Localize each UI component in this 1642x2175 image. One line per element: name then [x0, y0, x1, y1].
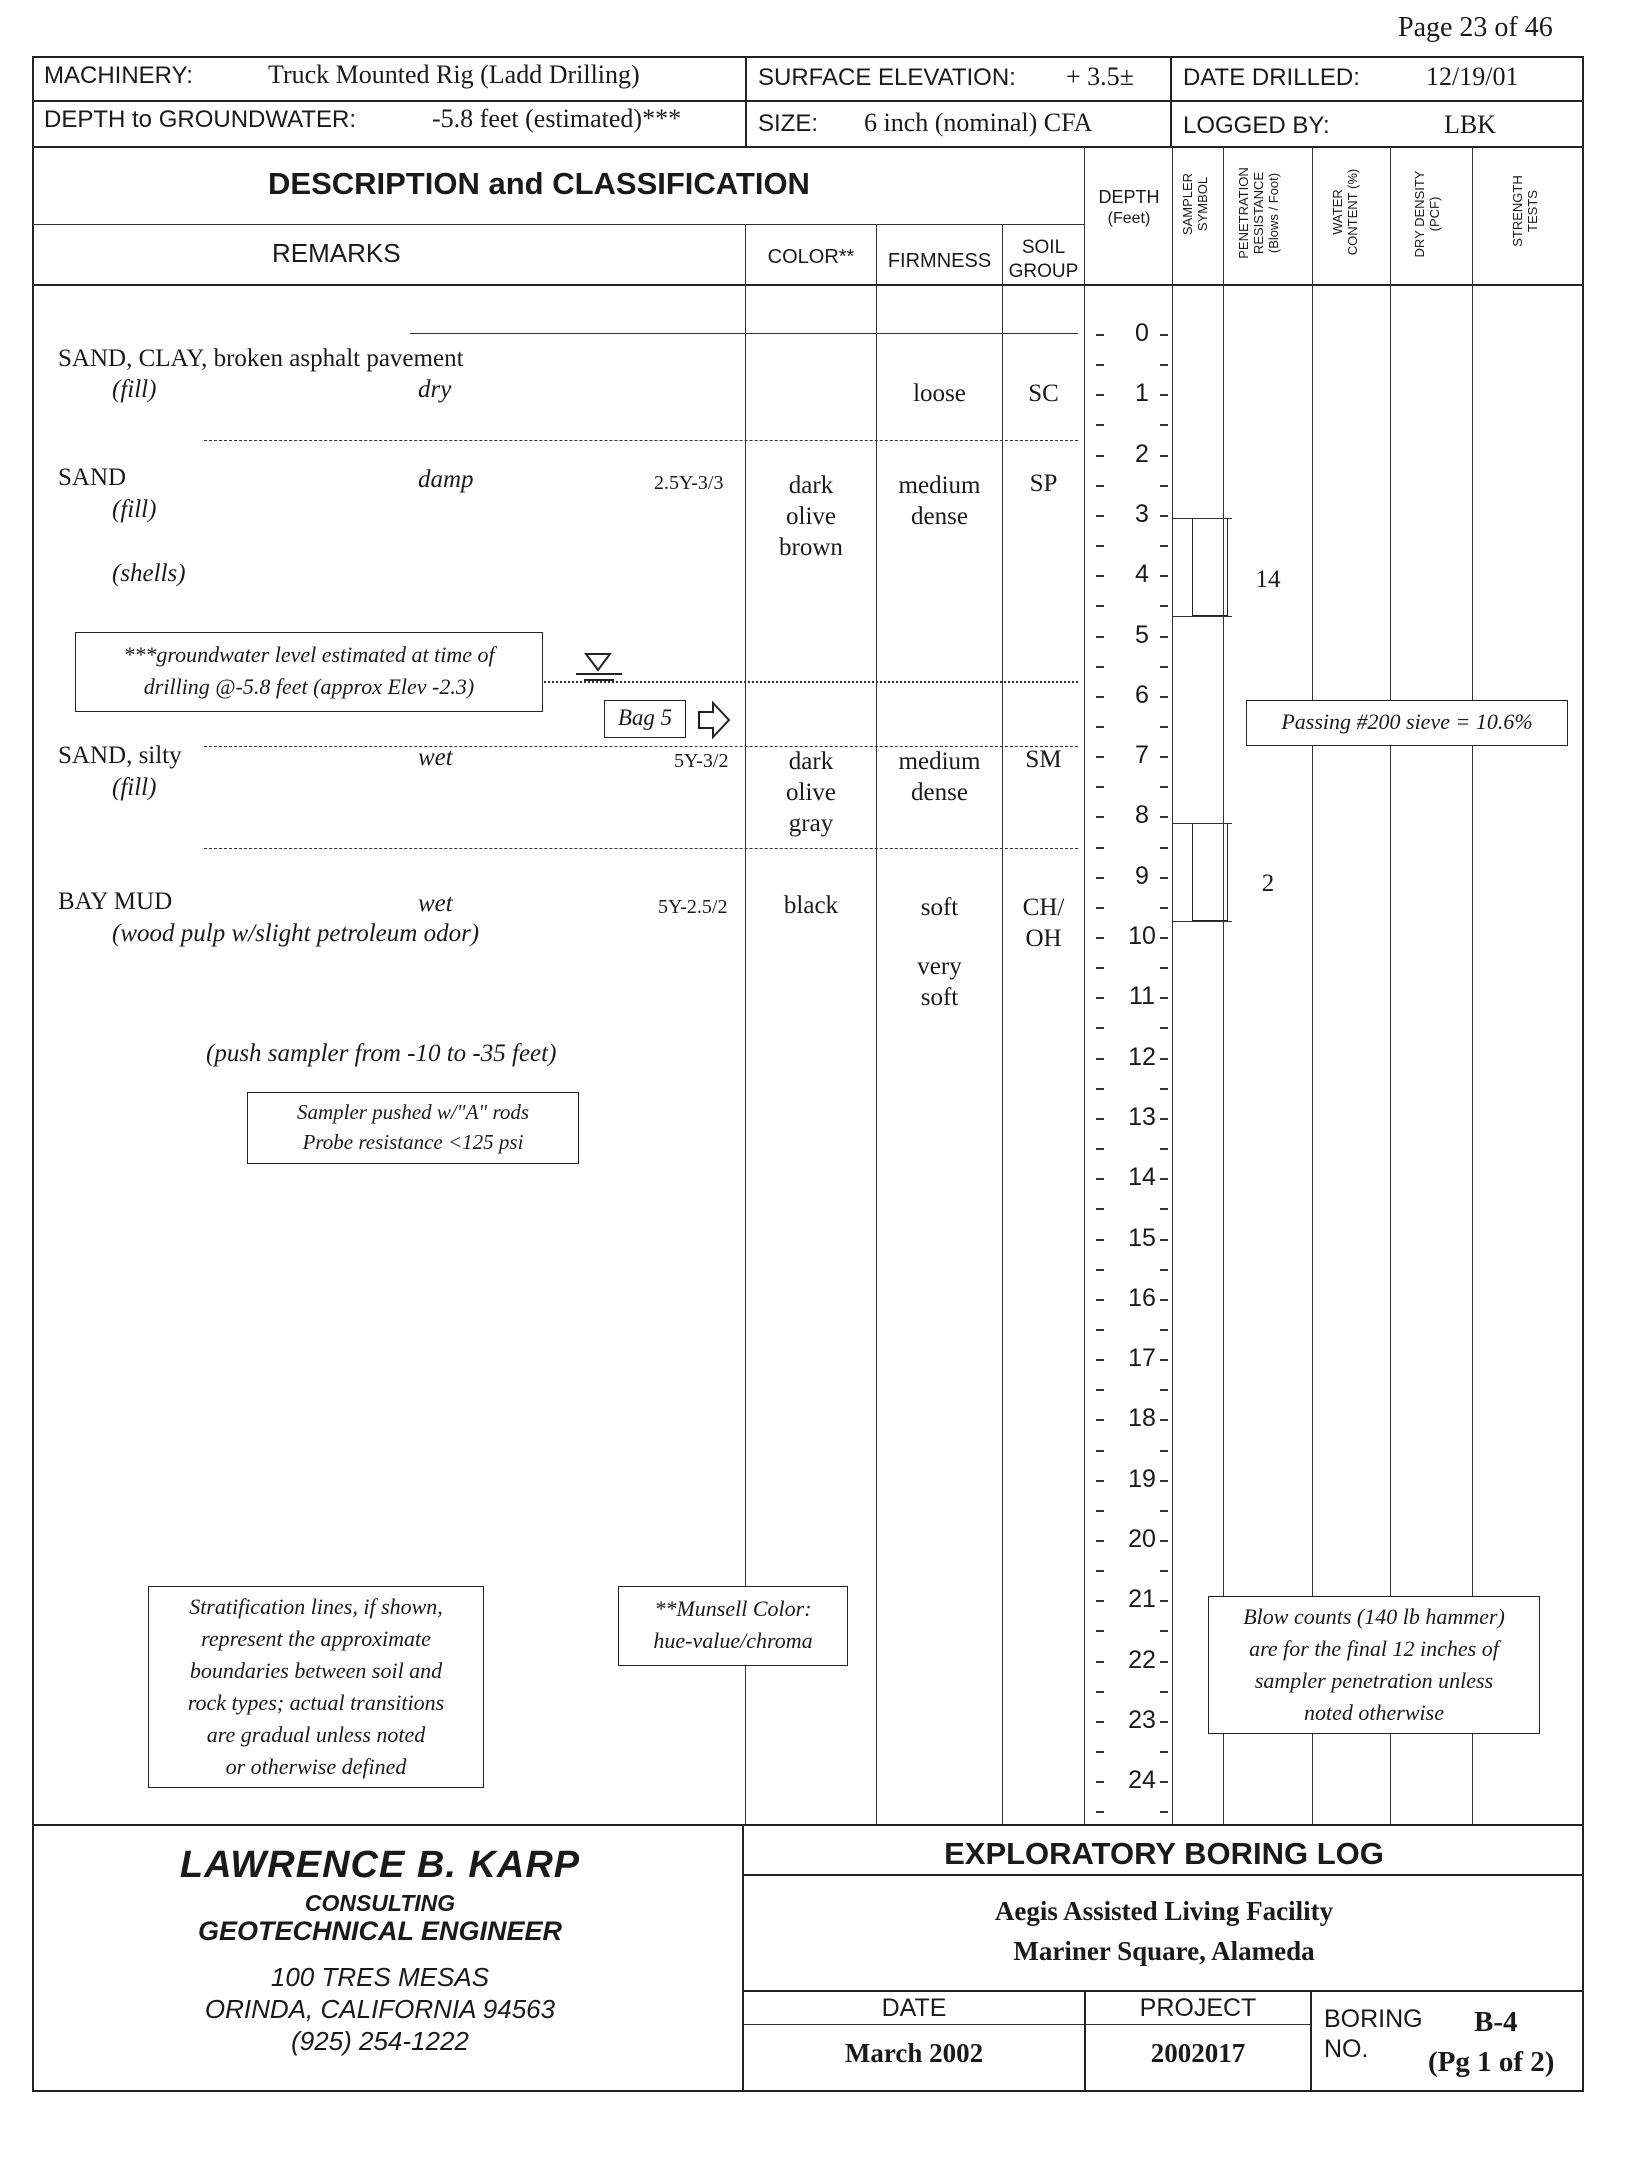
depth-half-tick: [1160, 1751, 1168, 1753]
strat-line: boundaries between soil and: [189, 1658, 443, 1683]
depth-half-tick: [1160, 1208, 1168, 1210]
depth-heading-line1: DEPTH: [1098, 187, 1160, 207]
groundwater-note: [75, 632, 543, 712]
layer1-firmness: loose: [913, 380, 966, 407]
surface-elevation-label: SURFACE ELEVATION:: [758, 64, 1016, 91]
depth-tick-label: 11: [1129, 982, 1155, 1011]
depth-tick-mark: [1160, 1419, 1168, 1421]
depth-half-tick: [1096, 364, 1104, 366]
depth-half-tick: [1160, 1450, 1168, 1452]
depth-half-tick: [1096, 1329, 1104, 1331]
layer4-group: [1003, 892, 1084, 954]
depth-heading-line2: (Feet): [1107, 210, 1151, 227]
depth-half-tick: [1160, 1389, 1168, 1391]
depth-half-tick: [1160, 1148, 1168, 1150]
depth-half-tick: [1096, 1811, 1104, 1813]
sampler-pushed-note: [247, 1092, 579, 1164]
strength-line1: STRENGTH: [1510, 175, 1525, 247]
layer2-color: [746, 470, 876, 563]
depth-tick-mark: [1096, 1058, 1104, 1060]
penetration-heading: [1236, 148, 1281, 278]
depth-tick-mark: [1096, 1178, 1104, 1180]
sampler-pushed-line1: Sampler pushed w/"A" rods: [296, 1100, 530, 1124]
layer3-color3: gray: [788, 810, 834, 837]
engineer-name: LAWRENCE B. KARP: [179, 1844, 581, 1886]
layer1-fill: (fill): [112, 376, 157, 403]
depth-tick-mark: [1096, 1239, 1104, 1241]
depth-tick-label: 4: [1135, 560, 1149, 589]
munsell-line1: **Munsell Color:: [654, 1596, 812, 1621]
firmness-heading: FIRMNESS: [887, 250, 992, 272]
layer2-firmness1: medium: [898, 472, 981, 499]
layer3-color: [746, 746, 876, 839]
depth-tick-mark: [1096, 937, 1104, 939]
engineer-title: GEOTECHNICAL ENGINEER: [197, 1916, 563, 1946]
strat-line: are gradual unless noted: [206, 1722, 426, 1747]
depth-half-tick: [1160, 1691, 1168, 1693]
color-heading: COLOR**: [767, 246, 855, 268]
depth-half-tick: [1096, 1148, 1104, 1150]
depth-tick-mark: [1160, 636, 1168, 638]
layer2-note: (shells): [112, 560, 186, 587]
sampler-symbol: [1192, 518, 1228, 616]
layer3-firmness2: dense: [911, 779, 968, 806]
layer4-color: black: [783, 892, 839, 919]
project-name1: Aegis Assisted Living Facility: [994, 1896, 1334, 1926]
depth-half-tick: [1096, 666, 1104, 668]
depth-tick-label: 20: [1128, 1525, 1156, 1553]
depth-half-tick: [1160, 666, 1168, 668]
depth-half-tick: [1160, 1811, 1168, 1813]
depth-half-tick: [1096, 1751, 1104, 1753]
depth-tick-mark: [1096, 334, 1104, 336]
depth-tick-mark: [1096, 1600, 1104, 1602]
machinery-label: MACHINERY:: [44, 62, 193, 89]
stratification-line-3: [204, 848, 1078, 849]
depth-tick-mark: [1096, 1540, 1104, 1542]
depth-tick-mark: [1096, 756, 1104, 758]
depth-tick-mark: [1096, 394, 1104, 396]
project-number: 2002017: [1150, 2038, 1246, 2068]
depth-tick-label: 23: [1128, 1705, 1156, 1734]
description-heading: DESCRIPTION and CLASSIFICATION: [268, 166, 810, 201]
boring-number: B-4: [1474, 2006, 1518, 2038]
depth-tick-mark: [1160, 394, 1168, 396]
strength-tests-heading: [1510, 156, 1540, 266]
layer3-color1: dark: [788, 748, 834, 775]
depth-tick-label: 16: [1128, 1283, 1156, 1312]
depth-tick-mark: [1096, 696, 1104, 698]
engineer-address2: ORINDA, CALIFORNIA 94563: [204, 1994, 556, 2024]
depth-tick-label: 1: [1135, 379, 1149, 408]
layer2-color2: olive: [786, 503, 836, 530]
blow-note-line: noted otherwise: [1304, 1700, 1444, 1725]
sieve-note: Passing #200 sieve = 10.6%: [1246, 700, 1568, 746]
dry-density-line2: (PCF): [1427, 196, 1442, 232]
depth-tick-mark: [1160, 1540, 1168, 1542]
groundwater-label: DEPTH to GROUNDWATER:: [44, 106, 357, 133]
layer1-moisture: dry: [418, 376, 452, 403]
push-sampler-note: (push sampler from -10 to -35 feet): [206, 1040, 557, 1067]
layer3-fill: (fill): [112, 774, 157, 801]
depth-tick-mark: [1096, 1781, 1104, 1783]
layer2-moisture: damp: [418, 466, 474, 493]
depth-tick-mark: [1096, 515, 1104, 517]
depth-half-tick: [1160, 1630, 1168, 1632]
logged-by-value: LBK: [1444, 110, 1496, 139]
sampler-symbol-heading: [1180, 150, 1210, 258]
depth-tick-mark: [1160, 455, 1168, 457]
layer4-name: BAY MUD: [58, 888, 173, 915]
water-content-heading: [1330, 152, 1360, 272]
depth-tick-mark: [1160, 877, 1168, 879]
depth-tick-label: 13: [1128, 1102, 1156, 1131]
strat-line: rock types; actual transitions: [187, 1690, 445, 1715]
depth-half-tick: [1096, 1691, 1104, 1693]
blow-note-line: are for the final 12 inches of: [1249, 1636, 1499, 1661]
depth-tick-label: 7: [1135, 741, 1149, 770]
depth-tick-mark: [1160, 1721, 1168, 1723]
depth-tick-mark: [1096, 455, 1104, 457]
depth-half-tick: [1160, 1027, 1168, 1029]
blow-count: 2: [1261, 870, 1275, 897]
sampler-symbol: [1192, 823, 1228, 921]
layer1-group: SC: [1028, 380, 1059, 407]
depth-tick-mark: [1096, 1118, 1104, 1120]
water-line1: WATER: [1330, 189, 1345, 235]
layer3-firmness1: medium: [898, 748, 981, 775]
depth-tick-mark: [1160, 816, 1168, 818]
depth-tick-label: 21: [1128, 1585, 1156, 1614]
layer2-name: SAND: [58, 464, 127, 491]
depth-half-tick: [1096, 907, 1104, 909]
depth-tick-mark: [1160, 1118, 1168, 1120]
layer3-group: SM: [1025, 746, 1062, 773]
depth-tick-label: 8: [1135, 801, 1149, 830]
penetration-line1: PENETRATION: [1236, 167, 1251, 259]
sampler-symbol-label: SAMPLER SYMBOL: [1180, 172, 1210, 236]
project-label: PROJECT: [1139, 1994, 1257, 2022]
layer2-color3: brown: [779, 534, 843, 561]
depth-tick-mark: [1096, 1419, 1104, 1421]
strat-line: Stratification lines, if shown,: [189, 1594, 443, 1619]
groundwater-note-line2: drilling @-5.8 feet (approx Elev -2.3): [143, 674, 475, 699]
strat-line: represent the approximate: [201, 1626, 431, 1651]
depth-tick-mark: [1160, 515, 1168, 517]
dry-density-heading: [1412, 154, 1442, 274]
depth-half-tick: [1160, 424, 1168, 426]
layer3-name: SAND, silty: [58, 742, 182, 769]
depth-tick-label: 18: [1128, 1404, 1156, 1433]
depth-tick-mark: [1096, 636, 1104, 638]
strat-line: or otherwise defined: [225, 1754, 407, 1779]
remarks-heading: REMARKS: [272, 238, 401, 268]
depth-half-tick: [1160, 605, 1168, 607]
layer4-group2: OH: [1025, 925, 1062, 952]
depth-tick-mark: [1160, 1359, 1168, 1361]
log-title: EXPLORATORY BORING LOG: [944, 1836, 1384, 1871]
dry-density-line1: DRY DENSITY: [1412, 170, 1427, 258]
layer2-firmness: [877, 470, 1002, 532]
depth-half-tick: [1160, 847, 1168, 849]
logged-by-label: LOGGED BY:: [1183, 112, 1330, 139]
layer4-firmness: [877, 892, 1002, 1013]
depth-tick-label: 0: [1135, 319, 1149, 347]
blow-count: 14: [1255, 566, 1281, 593]
depth-half-tick: [1160, 1088, 1168, 1090]
depth-half-tick: [1160, 485, 1168, 487]
boring-label: [1324, 2004, 1423, 2064]
layer3-firmness: [877, 746, 1002, 808]
depth-tick-mark: [1160, 1781, 1168, 1783]
date-drilled-label: DATE DRILLED:: [1183, 64, 1360, 91]
penetration-line3: (Blows / Foot): [1266, 172, 1281, 254]
depth-tick-label: 9: [1135, 861, 1149, 890]
date-drilled-value: 12/19/01: [1426, 62, 1519, 91]
depth-half-tick: [1160, 545, 1168, 547]
size-value: 6 inch (nominal) CFA: [864, 108, 1093, 137]
surface-elevation-value: + 3.5±: [1066, 62, 1134, 91]
engineer-consulting: CONSULTING: [304, 1890, 456, 1916]
boring-label-line1: BORING: [1324, 2005, 1423, 2033]
layer4-firmness3: soft: [920, 984, 959, 1011]
depth-tick-mark: [1096, 1359, 1104, 1361]
layer2-group: SP: [1029, 470, 1058, 497]
depth-half-tick: [1096, 545, 1104, 547]
depth-tick-mark: [1160, 1661, 1168, 1663]
project-name2: Mariner Square, Alameda: [1013, 1936, 1315, 1966]
layer3-munsell: 5Y-3/2: [674, 750, 729, 772]
depth-tick-label: 2: [1135, 439, 1149, 468]
depth-tick-mark: [1160, 756, 1168, 758]
depth-half-tick: [1096, 726, 1104, 728]
depth-half-tick: [1160, 1570, 1168, 1572]
layer2-color1: dark: [788, 472, 834, 499]
layer2-fill: (fill): [112, 496, 157, 523]
layer4-munsell: 5Y-2.5/2: [658, 896, 728, 918]
depth-tick-mark: [1096, 575, 1104, 577]
blow-count-note: [1208, 1596, 1540, 1734]
depth-tick-label: 17: [1128, 1344, 1156, 1373]
layer4-fill: (wood pulp w/slight petroleum odor): [112, 920, 480, 947]
layer3-moisture: wet: [418, 744, 453, 771]
blow-note-line: Blow counts (140 lb hammer): [1243, 1604, 1505, 1629]
arrow-right-icon: [696, 700, 734, 740]
depth-tick-mark: [1096, 1480, 1104, 1482]
engineer-phone: (925) 254-1222: [291, 2026, 469, 2056]
depth-half-tick: [1096, 847, 1104, 849]
depth-half-tick: [1096, 1027, 1104, 1029]
depth-half-tick: [1096, 1630, 1104, 1632]
layer4-moisture: wet: [418, 890, 453, 917]
water-line2: CONTENT (%): [1345, 168, 1360, 256]
layer1-name: SAND, CLAY, broken asphalt pavement: [58, 345, 464, 372]
soil-group-heading: [1003, 236, 1084, 284]
depth-tick-label: 15: [1128, 1223, 1156, 1252]
depth-tick-mark: [1160, 1239, 1168, 1241]
depth-tick-label: 5: [1135, 620, 1149, 649]
depth-tick-mark: [1160, 997, 1168, 999]
layer4-firmness1: soft: [920, 894, 959, 921]
depth-tick-mark: [1096, 997, 1104, 999]
depth-half-tick: [1096, 605, 1104, 607]
layer2-munsell: 2.5Y-3/3: [654, 472, 724, 494]
depth-tick-mark: [1160, 1178, 1168, 1180]
depth-tick-label: 12: [1128, 1042, 1156, 1071]
groundwater-value: -5.8 feet (estimated)***: [432, 104, 682, 133]
munsell-line2: hue-value/chroma: [653, 1628, 813, 1653]
layer4-group1: CH/: [1022, 894, 1065, 921]
depth-tick-label: 6: [1135, 680, 1149, 709]
top-of-log-line: [410, 333, 1078, 334]
depth-half-tick: [1160, 786, 1168, 788]
depth-half-tick: [1096, 967, 1104, 969]
engineer-address1: 100 TRES MESAS: [270, 1962, 490, 1992]
depth-tick-mark: [1096, 1721, 1104, 1723]
depth-half-tick: [1096, 1510, 1104, 1512]
depth-tick-label: 3: [1135, 499, 1149, 528]
depth-half-tick: [1096, 786, 1104, 788]
depth-tick-mark: [1160, 1600, 1168, 1602]
size-label: SIZE:: [758, 110, 819, 137]
depth-tick-mark: [1096, 1661, 1104, 1663]
groundwater-line: [544, 681, 1078, 683]
depth-half-tick: [1096, 1208, 1104, 1210]
depth-tick-mark: [1160, 937, 1168, 939]
date-value: March 2002: [844, 2038, 984, 2068]
depth-half-tick: [1160, 967, 1168, 969]
depth-tick-mark: [1096, 1299, 1104, 1301]
depth-tick-label: 10: [1128, 922, 1156, 950]
depth-half-tick: [1096, 1269, 1104, 1271]
groundwater-note-line1: ***groundwater level estimated at time of: [123, 642, 495, 667]
soil-group-label: SOIL GROUP: [1008, 237, 1079, 282]
depth-half-tick: [1096, 1389, 1104, 1391]
layer3-color2: olive: [786, 779, 836, 806]
depth-heading: [1086, 186, 1172, 230]
date-label: DATE: [881, 1994, 947, 2022]
boring-label-line2: NO.: [1324, 2035, 1369, 2063]
strength-line2: TESTS: [1525, 190, 1540, 232]
penetration-line2: RESISTANCE: [1251, 171, 1266, 255]
depth-half-tick: [1160, 726, 1168, 728]
depth-half-tick: [1096, 485, 1104, 487]
stratification-line-1: [204, 440, 1078, 441]
machinery-value: Truck Mounted Rig (Ladd Drilling): [268, 60, 640, 89]
layer2-firmness2: dense: [911, 503, 968, 530]
blow-note-line: sampler penetration unless: [1254, 1668, 1494, 1693]
depth-tick-mark: [1160, 575, 1168, 577]
depth-half-tick: [1160, 1510, 1168, 1512]
depth-half-tick: [1096, 1088, 1104, 1090]
depth-tick-mark: [1160, 1058, 1168, 1060]
depth-half-tick: [1096, 1570, 1104, 1572]
depth-tick-label: 22: [1128, 1645, 1156, 1674]
bag-label: Bag 5: [604, 700, 686, 738]
depth-half-tick: [1160, 1269, 1168, 1271]
depth-half-tick: [1160, 907, 1168, 909]
depth-half-tick: [1160, 364, 1168, 366]
depth-tick-label: 19: [1128, 1464, 1156, 1493]
depth-half-tick: [1096, 424, 1104, 426]
depth-tick-mark: [1096, 877, 1104, 879]
depth-tick-mark: [1160, 1299, 1168, 1301]
page-number: Page 23 of 46: [1398, 12, 1553, 43]
depth-tick-mark: [1096, 816, 1104, 818]
depth-half-tick: [1160, 1329, 1168, 1331]
layer4-firmness2: very: [917, 953, 962, 980]
munsell-note: [618, 1586, 848, 1666]
depth-tick-mark: [1160, 696, 1168, 698]
depth-tick-mark: [1160, 1480, 1168, 1482]
depth-tick-mark: [1160, 334, 1168, 336]
stratification-note: [148, 1586, 484, 1788]
depth-tick-label: 24: [1128, 1766, 1156, 1795]
depth-half-tick: [1096, 1450, 1104, 1452]
boring-page: (Pg 1 of 2): [1428, 2046, 1555, 2078]
depth-tick-label: 14: [1128, 1163, 1156, 1192]
sampler-pushed-line2: Probe resistance <125 psi: [302, 1130, 524, 1154]
